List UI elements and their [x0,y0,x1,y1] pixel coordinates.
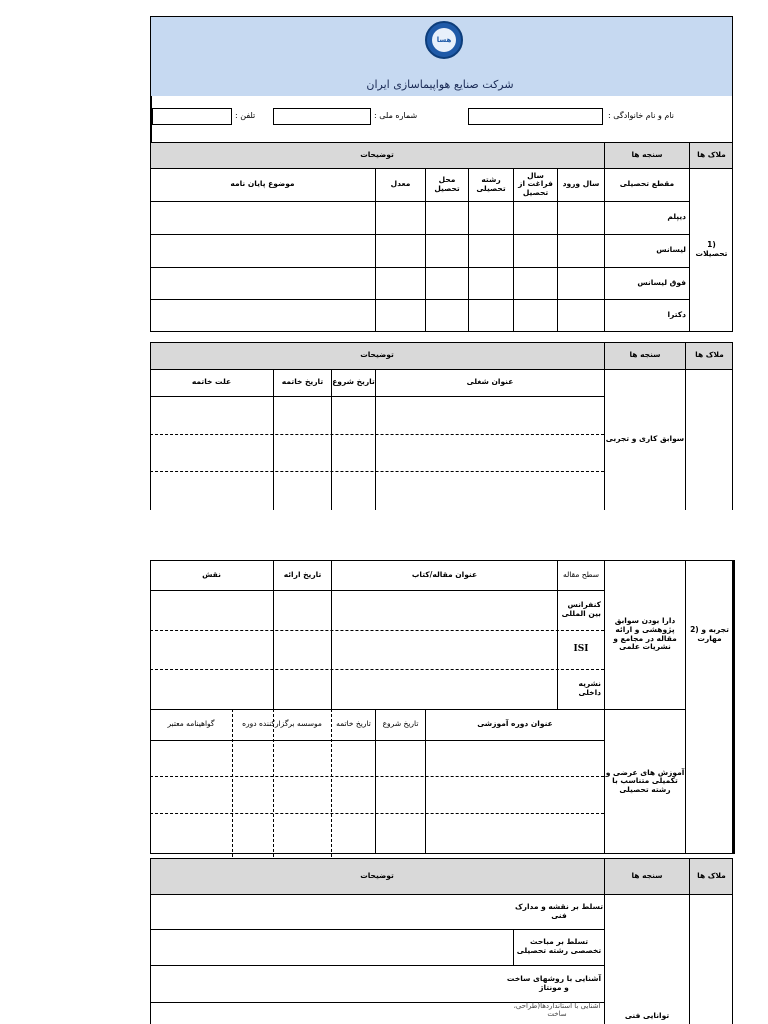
name-field[interactable] [468,108,603,125]
col-measure-header: سنجه ها [629,350,661,360]
grad-year-header: سال فراغت از تحصیل [518,170,553,197]
col-measure-header: سنجه ها [631,870,663,880]
paper-role-header: نقش [202,569,221,579]
start-date-header: تاریخ شروع [332,377,375,387]
rule [150,396,604,397]
paper-level-header: سطح مقاله [562,569,600,579]
end-date-header: تاریخ خاتمه [281,377,324,387]
paper-date-header: تاریخ ارائه [283,569,322,579]
end-reason-header: علت خاتمه [191,377,232,387]
col-desc-header: توضیحات [360,149,394,159]
training-institute-header: موسسه برگزارکننده دوره [242,719,322,729]
place-header: محل تحصیل [434,174,460,193]
phone-field[interactable] [152,108,232,125]
technical-item-standards: آشنایی با استانداردها(طراحی، ساخت [513,1002,601,1019]
level-bachelor: لیسانس [656,245,686,255]
technical-ability-measure: توانایی فنی [624,1010,670,1020]
work-experience-measure: سوابق کاری و تجربی [605,434,685,444]
rule [150,471,604,472]
rule [150,813,604,814]
rule [150,590,604,591]
level-master: فوق لیسانس [637,277,686,287]
education-section-title: 1) تحصیلات [695,240,728,258]
gpa-header: معدل [390,179,411,189]
level-phd: دکترا [667,310,686,320]
level-header: مقطع تحصیلی [619,179,675,189]
rule [150,740,604,741]
paper-level-domestic: نشریه داخلی [578,679,601,697]
technical-item-assembly: آشنایی با روشهای ساخت و مونتاژ [506,973,602,992]
field-header: رشته تحصیلی [476,174,506,193]
col-criteria-header: ملاک ها [697,870,726,880]
company-name: شرکت صنایع هواپیماسازی ایران [366,78,514,91]
name-label: : نام و نام خانوادگی [608,111,674,120]
rule [150,669,604,670]
company-logo [425,21,463,59]
paper-title-header: عنوان مقاله/کتاب [411,569,478,579]
col-desc-header: توضیحات [360,350,394,360]
technical-item-specialty: تسلط بر مباحث تخصصی رشته تحصیلی [516,937,602,955]
level-diploma: دیپلم [667,212,686,222]
col-measure-header: سنجه ها [631,149,663,159]
phone-label: : تلفن [235,111,256,120]
research-measure: دارا بودن سوابق پژوهشی و ارائه مقاله در مجامع و نشریات علمی [613,616,677,652]
col-criteria-header: ملاک ها [695,350,724,360]
training-start-header: تاریخ شروع [382,719,419,729]
rule [150,776,604,777]
rule [733,560,735,854]
entry-year-header: سال ورود [562,179,600,189]
rule [150,434,604,435]
thesis-header: موضوع پایان نامه [230,179,295,189]
paper-level-international: کنفرانس بین المللی [561,600,601,618]
rule [150,894,733,895]
national-id-field[interactable] [273,108,371,125]
national-id-label: : شماره ملی [374,111,418,120]
job-title-header: عنوان شغلی [466,377,514,387]
experience-skill-criteria: 2) تجربه و مهارت [690,624,729,643]
training-title-header: عنوان دوره آموزشی [477,719,553,729]
technical-item-drawings: تسلط بر نقشه و مدارک فنی [514,901,604,920]
training-end-header: تاریخ خاتمه [336,719,371,729]
training-measure: آموزش های عرضی و تکمیلی متناسب با رشته تحصیلی [605,767,685,794]
paper-level-isi: ISI [573,644,589,655]
logo-text: هسا [436,36,452,44]
logo-emblem [432,28,456,52]
col-desc-header: توضیحات [360,870,394,880]
col-criteria-header: ملاک ها [697,149,726,159]
rule [150,630,604,631]
training-cert-header: گواهینامه معتبر [167,719,215,729]
